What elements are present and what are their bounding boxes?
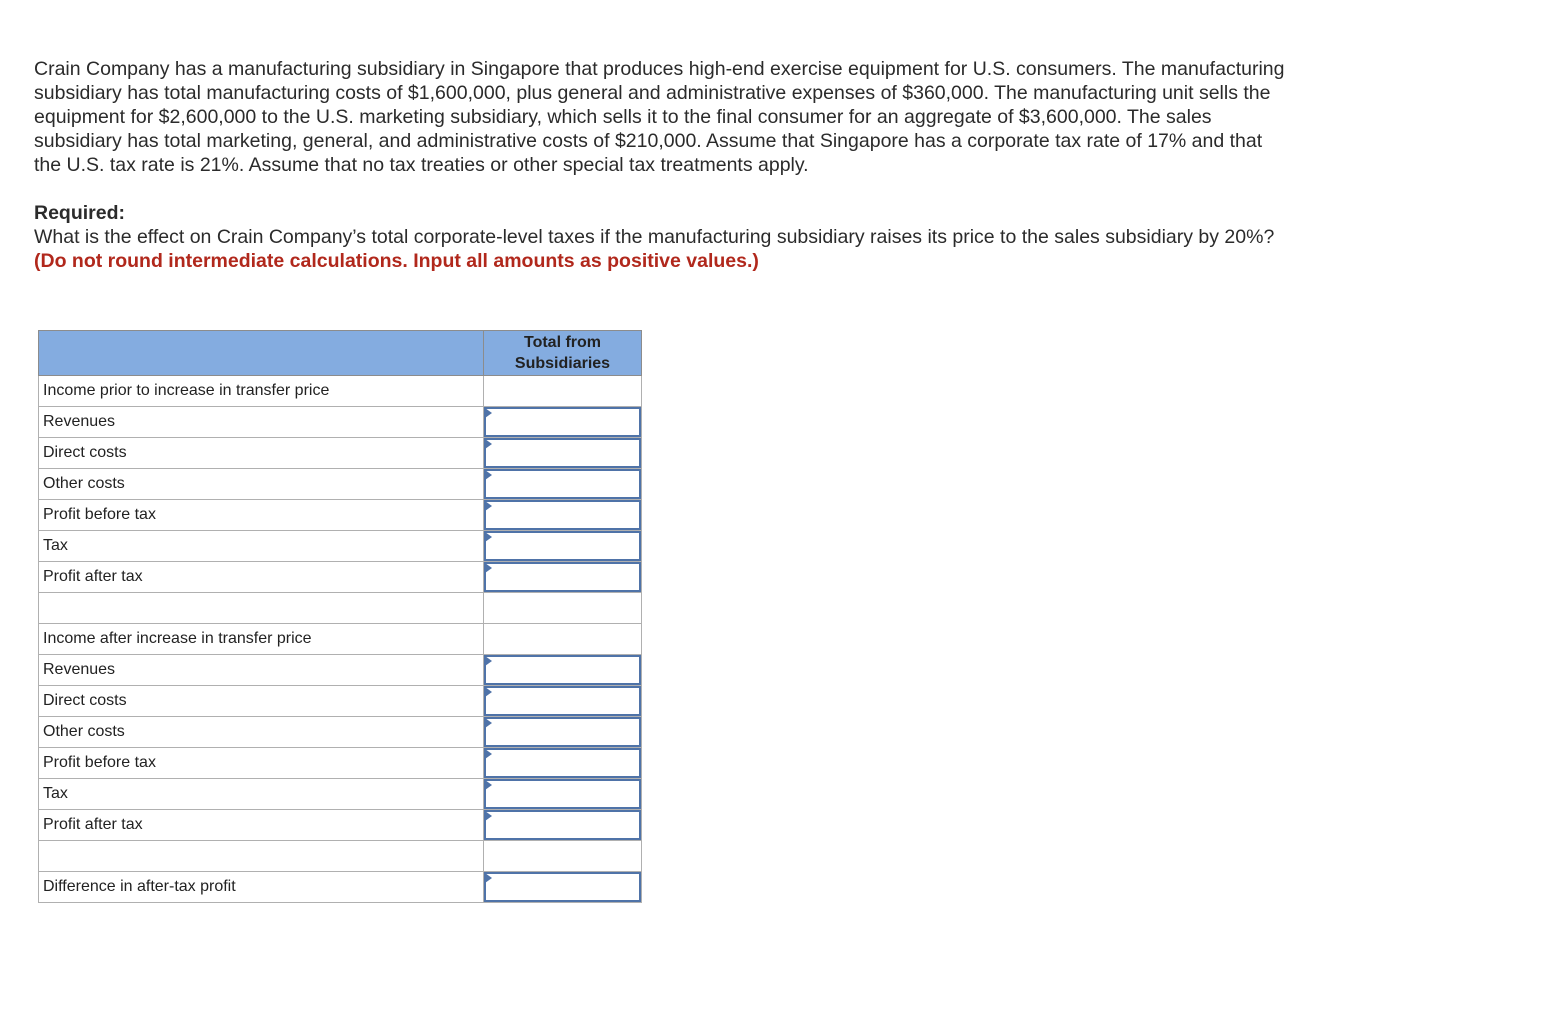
after-profit-before-tax-input[interactable]: [484, 748, 641, 778]
input-cell: [484, 562, 642, 593]
input-cell: [484, 469, 642, 500]
empty-cell: [484, 593, 642, 624]
input-cell: [484, 438, 642, 469]
table-row: [39, 531, 642, 562]
section-title-row: [39, 624, 642, 655]
input-cell: [484, 686, 642, 717]
header-blank-cell: [39, 331, 484, 376]
row-label: Revenues: [39, 655, 484, 686]
input-cell: [484, 655, 642, 686]
question-text: [34, 225, 1294, 273]
input-cell: [484, 531, 642, 562]
table-row: [39, 810, 642, 841]
dropdown-marker-icon: [485, 811, 492, 821]
dropdown-marker-icon: [485, 687, 492, 697]
question: What is the effect on Crain Company’s total corporate-level taxes if the manufacturing subsidiary raises its price to the sales subsidiary by 20%?: [34, 226, 1275, 248]
empty-cell: [484, 841, 642, 872]
section-title-after: Income after increase in transfer price: [39, 624, 484, 655]
table-row: [39, 500, 642, 531]
input-cell: [484, 810, 642, 841]
dropdown-marker-icon: [485, 563, 492, 573]
row-label: Tax: [39, 531, 484, 562]
spacer-row: [39, 841, 642, 872]
table-row: [39, 748, 642, 779]
table-row: [39, 872, 642, 903]
row-label: Direct costs: [39, 438, 484, 469]
after-profit-after-tax-input[interactable]: [484, 810, 641, 840]
answer-table: [38, 330, 642, 903]
row-label: Other costs: [39, 469, 484, 500]
dropdown-marker-icon: [485, 780, 492, 790]
section-title-prior: Income prior to increase in transfer price: [39, 376, 484, 407]
row-label: Direct costs: [39, 686, 484, 717]
table-row: [39, 438, 642, 469]
prior-tax-input[interactable]: [484, 531, 641, 561]
row-label: Profit after tax: [39, 810, 484, 841]
table-row: [39, 562, 642, 593]
after-revenues-input[interactable]: [484, 655, 641, 685]
row-label: Profit after tax: [39, 562, 484, 593]
prior-direct-costs-input[interactable]: [484, 438, 641, 468]
after-direct-costs-input[interactable]: [484, 686, 641, 716]
empty-cell: [39, 593, 484, 624]
table-row: [39, 655, 642, 686]
table-row: [39, 717, 642, 748]
dropdown-marker-icon: [485, 718, 492, 728]
header-total-from-subsidiaries: Total from Subsidiaries: [484, 331, 642, 376]
section-title-row: [39, 376, 642, 407]
table-row: [39, 779, 642, 810]
header-row: [39, 331, 642, 376]
difference-after-tax-profit-input[interactable]: [484, 872, 641, 902]
input-cell: [484, 407, 642, 438]
difference-label: Difference in after-tax profit: [39, 872, 484, 903]
prior-profit-before-tax-input[interactable]: [484, 500, 641, 530]
empty-cell: [39, 841, 484, 872]
row-label: Tax: [39, 779, 484, 810]
dropdown-marker-icon: [485, 408, 492, 418]
table-row: [39, 407, 642, 438]
row-label: Profit before tax: [39, 748, 484, 779]
instruction: (Do not round intermediate calculations. Input all amounts as positive values.): [34, 250, 759, 272]
dropdown-marker-icon: [485, 656, 492, 666]
dropdown-marker-icon: [485, 439, 492, 449]
empty-cell: [484, 624, 642, 655]
input-cell: [484, 748, 642, 779]
required-label: Required:: [34, 202, 126, 224]
dropdown-marker-icon: [485, 501, 492, 511]
table-row: [39, 469, 642, 500]
input-cell: [484, 717, 642, 748]
input-cell: [484, 872, 642, 903]
row-label: Other costs: [39, 717, 484, 748]
table-row: [39, 686, 642, 717]
empty-cell: [484, 376, 642, 407]
dropdown-marker-icon: [485, 749, 492, 759]
input-cell: [484, 500, 642, 531]
row-label: Revenues: [39, 407, 484, 438]
prior-profit-after-tax-input[interactable]: [484, 562, 641, 592]
spacer-row: [39, 593, 642, 624]
problem-statement: [34, 57, 1294, 273]
dropdown-marker-icon: [485, 470, 492, 480]
prior-revenues-input[interactable]: [484, 407, 641, 437]
problem-paragraph: Crain Company has a manufacturing subsidiary in Singapore that produces high-end exercise equipment for U.S. consumers. The manufacturing subsidiary has total manufacturing costs of $1,600,000, plus general and administrative expenses of $360,000. The manufacturing unit sells the equipment for $2,600,000 to the U.S. marketing subsidiary, which sells it to the final consumer for an aggregate of $3,600,000. The sales subsidiary has total marketing, general, and administrative costs of $210,000. Assume that Singapore has a corporate tax rate of 17% and that the U.S. tax rate is 21%. Assume that no tax treaties or other special tax treatments apply.: [34, 58, 1285, 176]
dropdown-marker-icon: [485, 873, 492, 883]
prior-other-costs-input[interactable]: [484, 469, 641, 499]
after-other-costs-input[interactable]: [484, 717, 641, 747]
dropdown-marker-icon: [485, 532, 492, 542]
after-tax-input[interactable]: [484, 779, 641, 809]
input-cell: [484, 779, 642, 810]
row-label: Profit before tax: [39, 500, 484, 531]
